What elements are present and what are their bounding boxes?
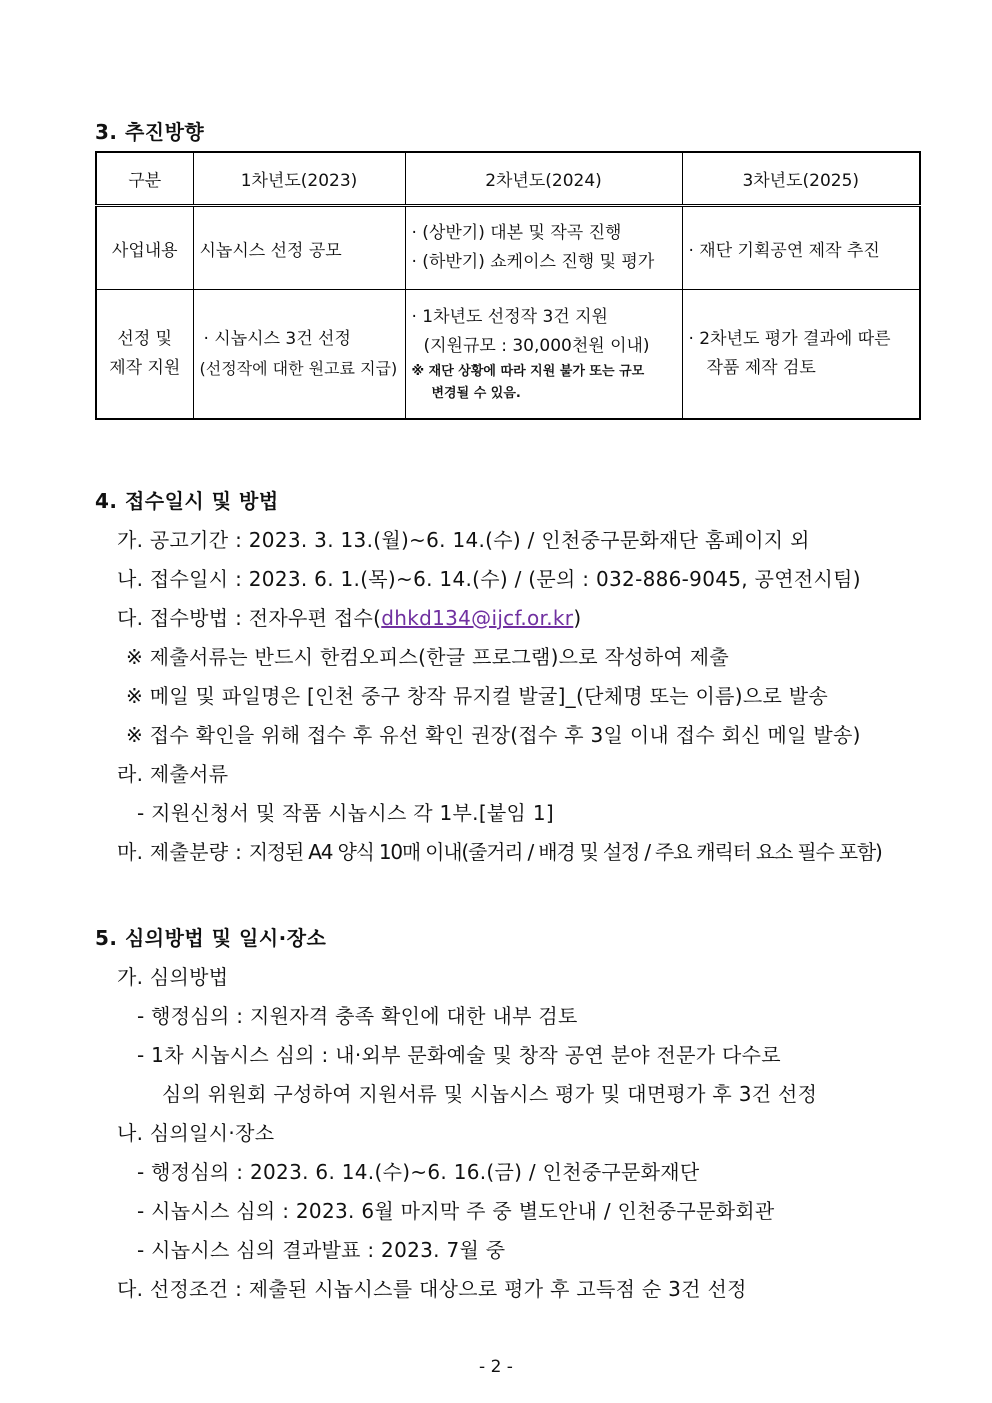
section-4-heading: 4. 접수일시 및 방법 (95, 489, 279, 513)
review-synopsis-cont: 심의 위원회 구성하여 지원서류 및 시놉시스 평가 및 대면평가 후 3건 선정 (162, 1082, 818, 1106)
documents-heading: 라. 제출서류 (117, 762, 229, 786)
reception-method-prefix: 다. 접수방법 : 전자우편 접수( (117, 606, 382, 630)
reception-period: 나. 접수일시 : 2023. 6. 1.(목)~6. 14.(수) / (문의 : 032-886-9045, 공연전시팀) (117, 567, 861, 591)
schedule-announcement: - 시놉시스 심의 결과발표 : 2023. 7월 중 (137, 1238, 506, 1262)
row-label-business: 사업내용 (96, 206, 193, 290)
schedule-synopsis: - 시놉시스 심의 : 2023. 6월 마지막 주 중 별도안내 / 인천중구문화회관 (137, 1199, 775, 1223)
submission-volume-prefix: 마. 제출분량 : (117, 840, 249, 864)
header-category: 구분 (96, 152, 193, 206)
cell-line: · 1차년도 선정작 3건 지원 (411, 307, 608, 327)
reception-method (117, 602, 581, 631)
selection-condition: 다. 선정조건 : 제출된 시놉시스를 대상으로 평가 후 고득점 순 3건 선정 (117, 1277, 747, 1301)
schedule-admin: - 행정심의 : 2023. 6. 14.(수)~6. 16.(금) / 인천중구문화재단 (137, 1160, 700, 1184)
cell-year1-support (193, 290, 405, 420)
cell-year3-support (682, 290, 920, 420)
note-confirm: ※ 접수 확인을 위해 접수 후 유선 확인 권장(접수 후 3일 이내 접수 회신 메일 발송) (126, 723, 861, 747)
note-format: ※ 제출서류는 반드시 한컴오피스(한글 프로그램)으로 작성하여 제출 (126, 645, 729, 669)
row-label-support (96, 290, 193, 420)
header-year2: 2차년도(2024) (405, 152, 682, 206)
notice-period: 가. 공고기간 : 2023. 3. 13.(월)~6. 14.(수) / 인천중구문화재단 홈페이지 외 (117, 528, 810, 552)
documents-item: - 지원신청서 및 작품 시놉시스 각 1부.[붙임 1] (137, 801, 554, 825)
header-year3: 3차년도(2025) (682, 152, 920, 206)
cell-line: 선정 및 (117, 329, 173, 349)
review-schedule-heading: 나. 심의일시·장소 (117, 1121, 275, 1145)
note-filename: ※ 메일 및 파일명은 [인천 중구 창작 뮤지컬 발굴]_(단체명 또는 이름)으로 발송 (126, 684, 828, 708)
cell-line: (지원규모 : 30,000천원 이내) (423, 336, 650, 356)
reception-method-suffix: ) (573, 606, 582, 630)
review-admin: - 행정심의 : 지원자격 충족 확인에 대한 내부 검토 (137, 1004, 578, 1028)
cell-line: · 2차년도 평가 결과에 따른 (688, 329, 891, 349)
page-number: - 2 - (479, 1357, 513, 1377)
submission-volume (117, 836, 882, 865)
cell-year1-business: 시놉시스 선정 공모 (193, 206, 405, 290)
section-5-heading: 5. 심의방법 및 일시·장소 (95, 926, 327, 950)
cell-line: · (상반기) 대본 및 작곡 진행 (411, 223, 622, 243)
section-3-heading: 3. 추진방향 (95, 120, 205, 144)
review-method-heading: 가. 심의방법 (117, 965, 229, 989)
cell-year2-support (405, 290, 682, 420)
header-year1: 1차년도(2023) (193, 152, 405, 206)
table-row (96, 206, 920, 290)
submission-volume-body: 지정된 A4 양식 10매 이내(줄거리 / 배경 및 설정 / 주요 캐릭터 요소 필수 포함) (248, 840, 882, 864)
cell-note: 변경될 수 있음. (431, 386, 521, 401)
cell-line: · 시놉시스 3건 선정 (203, 329, 351, 349)
table-row (96, 290, 920, 420)
table-header-row (96, 152, 920, 206)
cell-line: (선정작에 대한 원고료 지급) (199, 359, 398, 378)
cell-line: 제작 지원 (109, 358, 181, 378)
plan-table (95, 151, 921, 420)
cell-year3-business: · 재단 기획공연 제작 추진 (682, 206, 920, 290)
review-synopsis: - 1차 시놉시스 심의 : 내·외부 문화예술 및 창작 공연 분야 전문가 다수로 (137, 1043, 781, 1067)
cell-year2-business (405, 206, 682, 290)
cell-line: 작품 제작 검토 (706, 358, 816, 378)
cell-line: · (하반기) 쇼케이스 진행 및 평가 (411, 252, 655, 272)
cell-note: ※ 재단 상황에 따라 지원 불가 또는 규모 (411, 364, 645, 379)
email-link[interactable]: dhkd134@ijcf.or.kr (381, 606, 574, 630)
